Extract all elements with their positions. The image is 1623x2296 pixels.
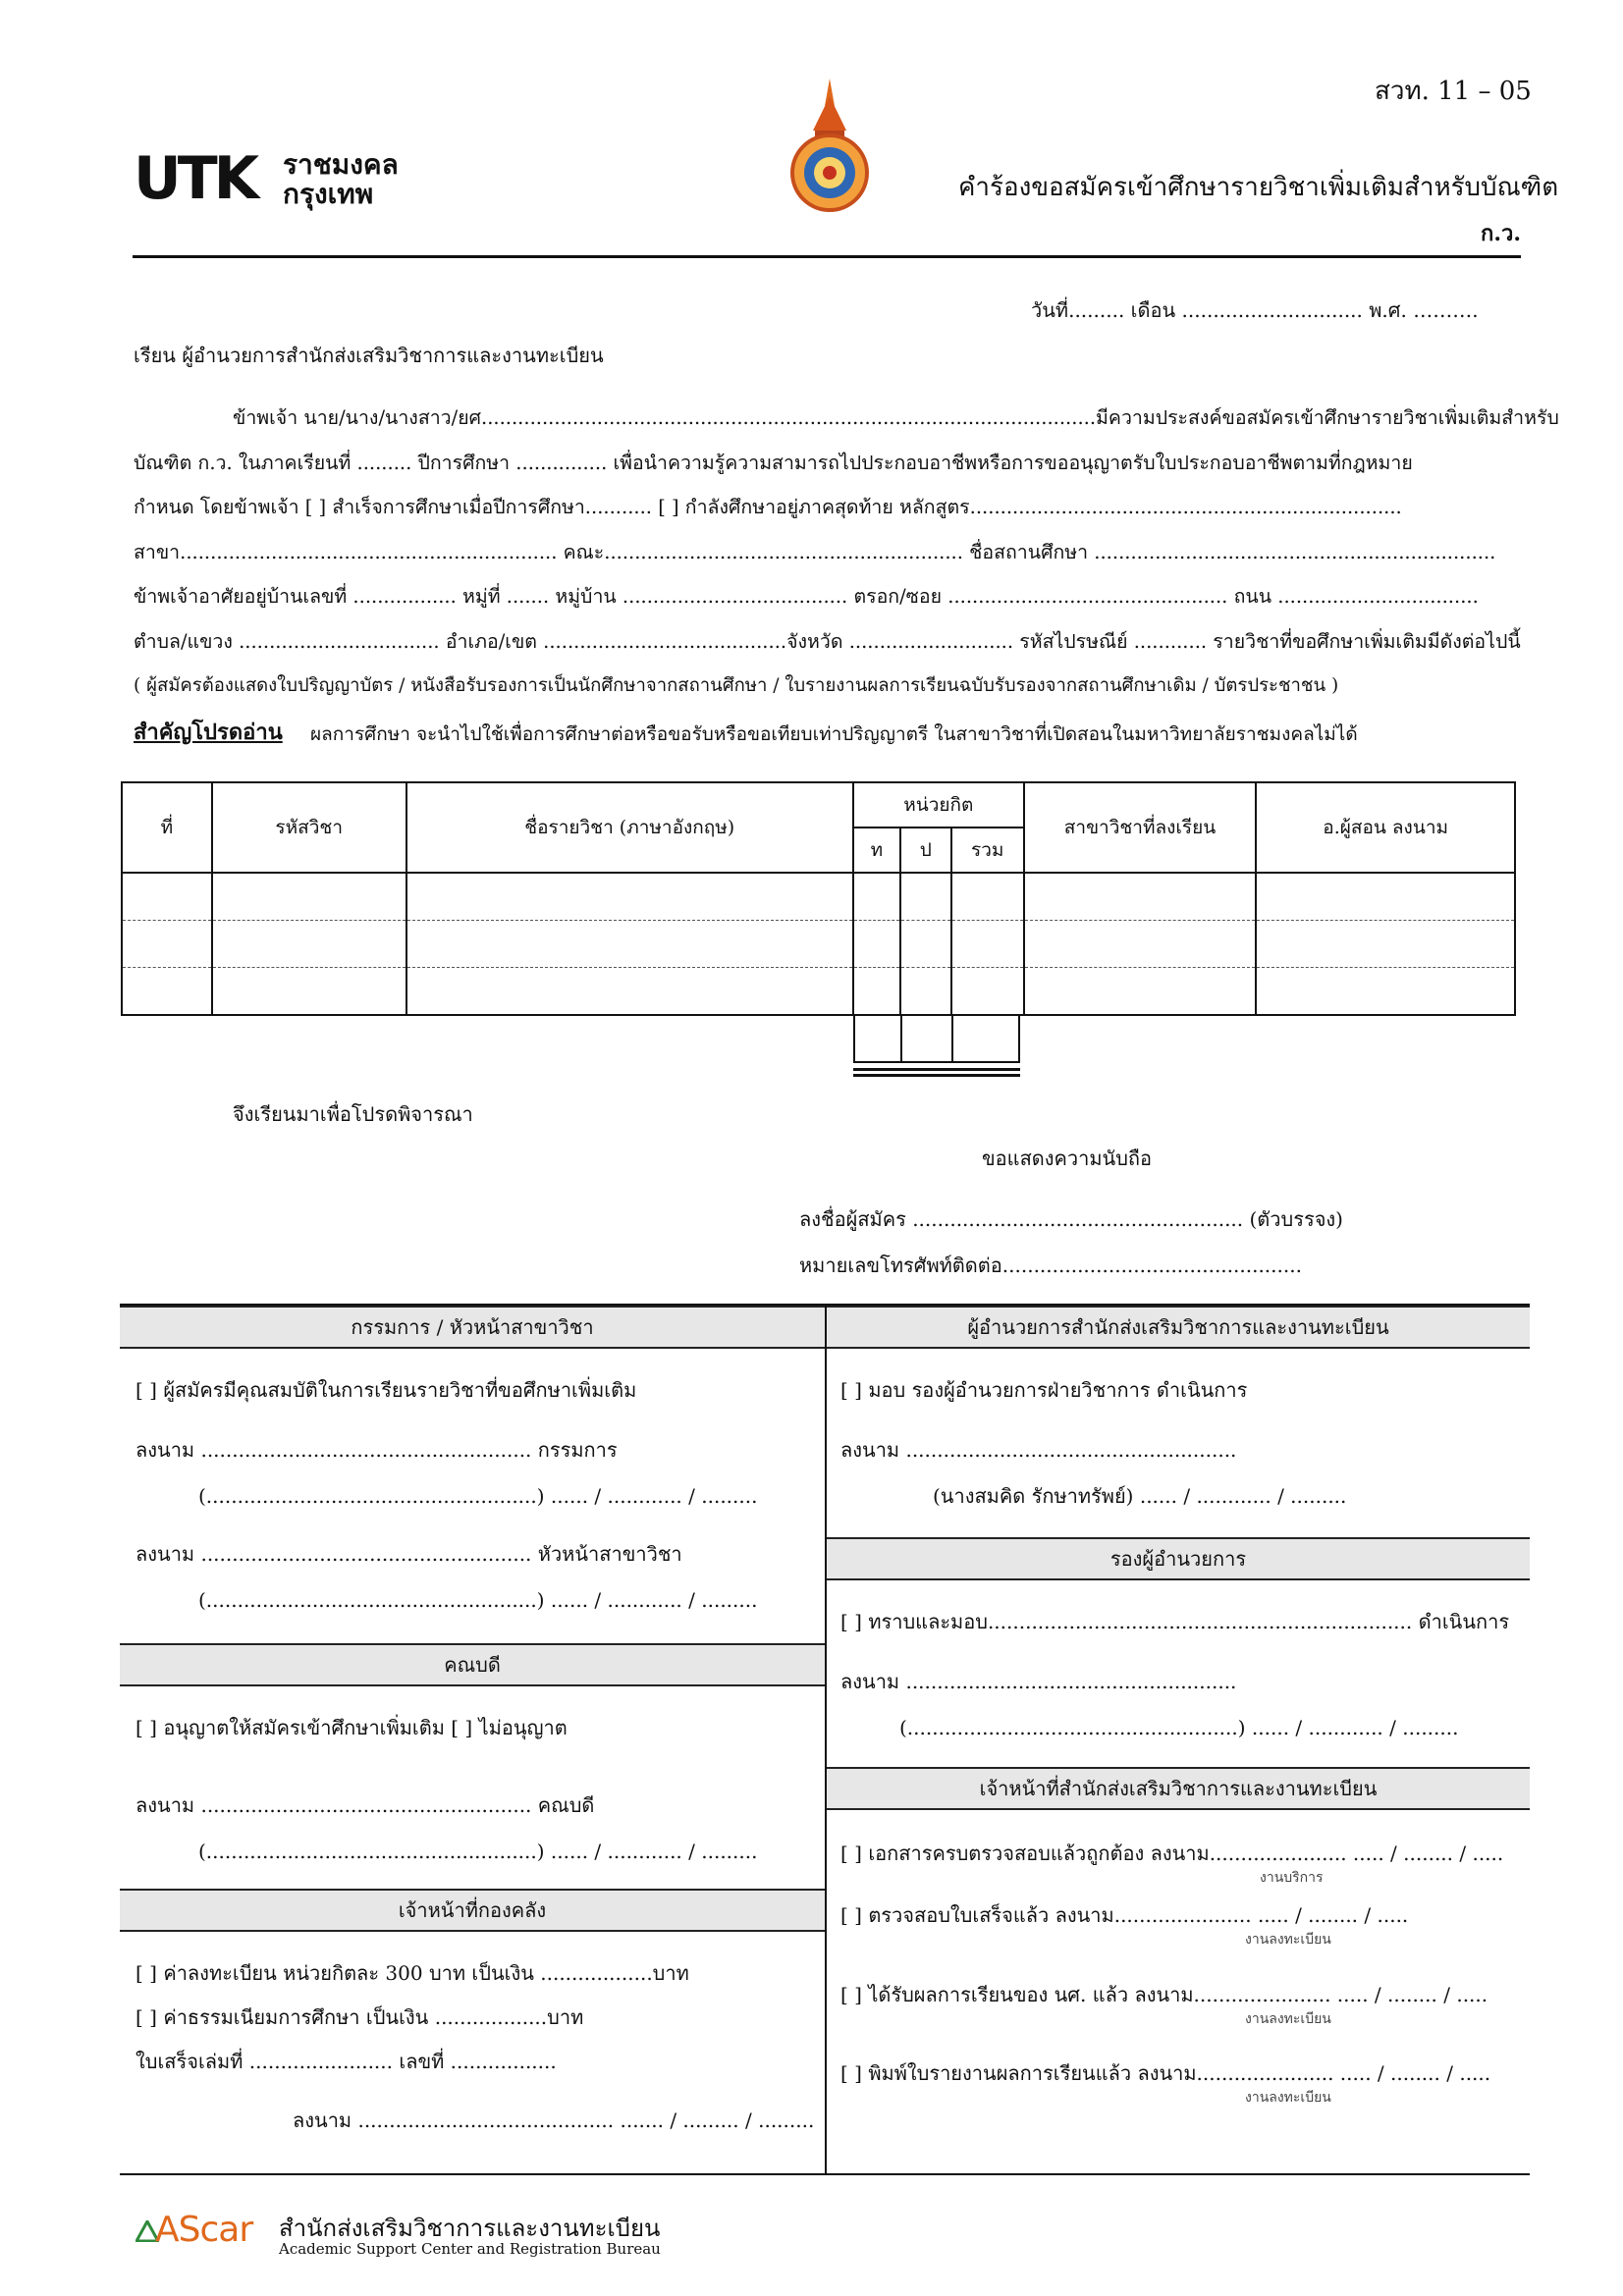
staff-item-3-sub: งานลงทะเบียน bbox=[1245, 2011, 1331, 2027]
col-header-total: รวม bbox=[951, 828, 1024, 873]
ascar-logo-text: AScar bbox=[155, 2210, 253, 2250]
staff-header: เจ้าหน้าที่สำนักส่งเสริมวิชาการและงานทะเบียน bbox=[827, 1767, 1530, 1810]
deputy-header: รองผู้อำนวยการ bbox=[827, 1537, 1530, 1580]
director-header: ผู้อำนวยการสำนักส่งเสริมวิชาการและงานทะเบียน bbox=[827, 1306, 1530, 1349]
emblem-icon bbox=[785, 77, 874, 214]
credit-total-box[interactable] bbox=[853, 1016, 1020, 1063]
cell-major[interactable] bbox=[1024, 968, 1257, 1016]
notice-label: สำคัญโปรดอ่าน bbox=[134, 720, 283, 745]
col-header-practice: ป bbox=[900, 828, 951, 873]
staff-item-3[interactable]: [ ] ได้รับผลการเรียนของ นศ. แล้ว ลงนาม...................... ..... / ........ / ..... bbox=[840, 1983, 1488, 2006]
cell-practice[interactable] bbox=[900, 921, 951, 968]
cell-practice[interactable] bbox=[900, 968, 951, 1016]
cell-teacher[interactable] bbox=[1256, 968, 1515, 1016]
applicant-line-4[interactable]: สาขา.............................................................. คณะ........................................................... ชื่อสถานศึกษา .................................................................. bbox=[134, 541, 1496, 563]
applicant-signature[interactable]: ลงชื่อผู้สมัคร ..................................................... (ตัวบรรจง) bbox=[799, 1207, 1343, 1231]
cell-total[interactable] bbox=[951, 968, 1024, 1016]
closing-request: จึงเรียนมาเพื่อโปรดพิจารณา bbox=[233, 1102, 473, 1126]
salutation: เรียน ผู้อำนวยการสำนักส่งเสริมวิชาการและงานทะเบียน bbox=[134, 344, 604, 367]
dean-paren[interactable]: (.....................................................) ...... / ............ / ......... bbox=[198, 1840, 758, 1863]
documents-note: ( ผู้สมัครต้องแสดงใบปริญญาบัตร / หนังสือรับรองการเป็นนักศึกษาจากสถานศึกษา / ใบรายงานผลการเรียนฉบับรับรองจากสถานศึกษาเดิม / บัตรประชาชน ) bbox=[134, 675, 1339, 696]
deputy-check[interactable]: [ ] ทราบและมอบ.................................................................... ดำเนินการ bbox=[840, 1610, 1510, 1633]
dean-sign[interactable]: ลงนาม ..................................................... คณบดี bbox=[135, 1793, 595, 1817]
cell-practice[interactable] bbox=[900, 873, 951, 921]
cell-name[interactable] bbox=[406, 921, 853, 968]
approval-column-divider bbox=[825, 1304, 827, 2175]
applicant-line-3[interactable]: กำหนด โดยข้าพเจ้า [ ] สำเร็จการศึกษาเมื่อปีการศึกษา........... [ ] กำลังศึกษาอยู่ภาคสุดท้าย หลักสูตร....................................................................... bbox=[134, 496, 1402, 518]
finance-fee-2[interactable]: [ ] ค่าธรรมเนียมการศึกษา เป็นเงิน ..................บาท bbox=[135, 2005, 584, 2029]
approval-bottom-rule bbox=[120, 2173, 1530, 2175]
applicant-line-5[interactable]: ข้าพเจ้าอาศัยอยู่บ้านเลขที่ ................. หมู่ที่ ....... หมู่บ้าน ..................................... ตรอก/ซอย .............................................. ถนน ................................. bbox=[134, 585, 1479, 608]
date-line[interactable]: วันที่......... เดือน ............................. พ.ศ. ………. bbox=[1031, 298, 1479, 322]
cell-code[interactable] bbox=[212, 968, 406, 1016]
staff-item-4-sub: งานลงทะเบียน bbox=[1245, 2090, 1331, 2106]
closing-respect: ขอแสดงความนับถือ bbox=[982, 1147, 1153, 1170]
col-header-name: ชื่อรายวิชา (ภาษาอังกฤษ) bbox=[406, 782, 853, 873]
utk-logo bbox=[134, 144, 438, 216]
col-header-no: ที่ bbox=[122, 782, 212, 873]
university-emblem bbox=[785, 77, 874, 214]
utk-logo-mark: UTK bbox=[134, 144, 256, 213]
cell-no[interactable] bbox=[122, 921, 212, 968]
committee-paren-1[interactable]: (.....................................................) ...... / ............ / ......... bbox=[198, 1484, 758, 1508]
cell-no[interactable] bbox=[122, 968, 212, 1016]
col-header-teacher: อ.ผู้สอน ลงนาม bbox=[1256, 782, 1515, 873]
cell-theory[interactable] bbox=[853, 921, 900, 968]
cell-total[interactable] bbox=[951, 873, 1024, 921]
cell-code[interactable] bbox=[212, 873, 406, 921]
cell-name[interactable] bbox=[406, 968, 853, 1016]
staff-item-2[interactable]: [ ] ตรวจสอบใบเสร็จแล้ว ลงนาม...................... ..... / ........ / ..... bbox=[840, 1903, 1409, 1927]
form-title: คำร้องขอสมัครเข้าศึกษารายวิชาเพิ่มเติมสำหรับบัณฑิต bbox=[958, 173, 1559, 202]
dean-check[interactable]: [ ] อนุญาตให้สมัครเข้าศึกษาเพิ่มเติม [ ] ไม่อนุญาต bbox=[135, 1716, 568, 1739]
utk-logo-text-top: ราชมงคล bbox=[283, 148, 399, 181]
table-row[interactable] bbox=[122, 921, 1515, 968]
applicant-phone[interactable]: หมายเลขโทรศัพท์ติดต่อ................................................ bbox=[799, 1254, 1302, 1277]
applicant-line-1[interactable]: ข้าพเจ้า นาย/นาง/นางสาว/ยศ.....................................................................................................มีความประสงค์ขอสมัครเข้าศึกษารายวิชาเพิ่มเติมสำหรับ bbox=[233, 406, 1559, 429]
deputy-paren[interactable]: (.....................................................) ...... / ............ / ......... bbox=[899, 1716, 1459, 1739]
cell-major[interactable] bbox=[1024, 921, 1257, 968]
dean-header: คณบดี bbox=[120, 1643, 825, 1686]
director-sign[interactable]: ลงนาม ..................................................... bbox=[840, 1438, 1237, 1462]
committee-sign-1[interactable]: ลงนาม ..................................................... กรรมการ bbox=[135, 1438, 618, 1462]
col-header-theory: ท bbox=[853, 828, 900, 873]
staff-item-4[interactable]: [ ] พิมพ์ใบรายงานผลการเรียนแล้ว ลงนาม...................... ..... / ........ / ..... bbox=[840, 2061, 1491, 2085]
staff-item-1-sub: งานบริการ bbox=[1260, 1870, 1324, 1886]
footer-org-th: สำนักส่งเสริมวิชาการและงานทะเบียน bbox=[279, 2215, 661, 2242]
form-subtitle: ก.ว. bbox=[1481, 221, 1521, 246]
credit-total-double-line bbox=[853, 1068, 1020, 1071]
cell-teacher[interactable] bbox=[1256, 873, 1515, 921]
cell-no[interactable] bbox=[122, 873, 212, 921]
committee-header: กรรมการ / หัวหน้าสาขาวิชา bbox=[120, 1306, 825, 1349]
committee-paren-2[interactable]: (.....................................................) ...... / ............ / ......... bbox=[198, 1588, 758, 1612]
form-code: สวท. 11 – 05 bbox=[1375, 77, 1532, 106]
committee-sign-2[interactable]: ลงนาม ..................................................... หัวหน้าสาขาวิชา bbox=[135, 1542, 682, 1566]
committee-check[interactable]: [ ] ผู้สมัครมีคุณสมบัติในการเรียนรายวิชาที่ขอศึกษาเพิ่มเติม bbox=[135, 1378, 637, 1402]
cell-major[interactable] bbox=[1024, 873, 1257, 921]
header-rule bbox=[133, 255, 1521, 258]
credit-total-divider bbox=[900, 1016, 902, 1061]
applicant-line-6[interactable]: ตำบล/แขวง ................................. อำเภอ/เขต ........................................จังหวัด ........................... รหัสไปรษณีย์ ............ รายวิชาที่ขอศึกษาเพิ่มเติมมีดังต่อไปนี้ bbox=[134, 630, 1521, 653]
finance-fee-1[interactable]: [ ] ค่าลงทะเบียน หน่วยกิตละ 300 บาท เป็นเงิน ..................บาท bbox=[135, 1961, 689, 1985]
staff-item-2-sub: งานลงทะเบียน bbox=[1245, 1932, 1331, 1948]
cell-code[interactable] bbox=[212, 921, 406, 968]
utk-logo-text-bottom: กรุงเทพ bbox=[283, 178, 374, 210]
table-row[interactable] bbox=[122, 968, 1515, 1016]
course-table bbox=[121, 781, 1516, 1016]
cell-name[interactable] bbox=[406, 873, 853, 921]
finance-receipt[interactable]: ใบเสร็จเล่มที่ ....................... เลขที่ ................. bbox=[135, 2050, 557, 2073]
footer-org-en: Academic Support Center and Registration Bureau bbox=[279, 2240, 661, 2258]
applicant-line-2[interactable]: บัณฑิต ก.ว. ในภาคเรียนที่ ......... ปีการศึกษา ............... เพื่อนำความรู้ความสามารถไปประกอบอาชีพหรือการขออนุญาตรับใบประกอบอาชีพตามที่กฎหมาย bbox=[134, 452, 1413, 474]
col-header-credit: หน่วยกิต bbox=[853, 782, 1024, 828]
finance-sign[interactable]: ลงนาม ......................................... ....... / ......... / ......... bbox=[293, 2109, 815, 2132]
cell-theory[interactable] bbox=[853, 873, 900, 921]
cell-total[interactable] bbox=[951, 921, 1024, 968]
credit-total-divider bbox=[951, 1016, 953, 1061]
notice-text: ผลการศึกษา จะนำไปใช้เพื่อการศึกษาต่อหรือขอรับหรือขอเทียบเท่าปริญญาตรี ในสาขาวิชาที่เปิดสอนในมหาวิทยาลัยราชมงคลไม่ได้ bbox=[310, 723, 1358, 745]
staff-item-1[interactable]: [ ] เอกสารครบตรวจสอบแล้วถูกต้อง ลงนาม...................... ..... / ........ / ..... bbox=[840, 1842, 1504, 1865]
finance-header: เจ้าหน้าที่กองคลัง bbox=[120, 1889, 825, 1932]
cell-teacher[interactable] bbox=[1256, 921, 1515, 968]
credit-total-double-line bbox=[853, 1074, 1020, 1077]
col-header-code: รหัสวิชา bbox=[212, 782, 406, 873]
director-name[interactable]: (นางสมคิด รักษาทรัพย์) ...... / ............ / ......... bbox=[933, 1484, 1347, 1508]
cell-theory[interactable] bbox=[853, 968, 900, 1016]
director-check[interactable]: [ ] มอบ รองผู้อำนวยการฝ่ายวิชาการ ดำเนินการ bbox=[840, 1378, 1248, 1402]
table-row[interactable] bbox=[122, 873, 1515, 921]
deputy-sign[interactable]: ลงนาม ..................................................... bbox=[840, 1670, 1237, 1693]
col-header-major: สาขาวิชาที่ลงเรียน bbox=[1024, 782, 1257, 873]
